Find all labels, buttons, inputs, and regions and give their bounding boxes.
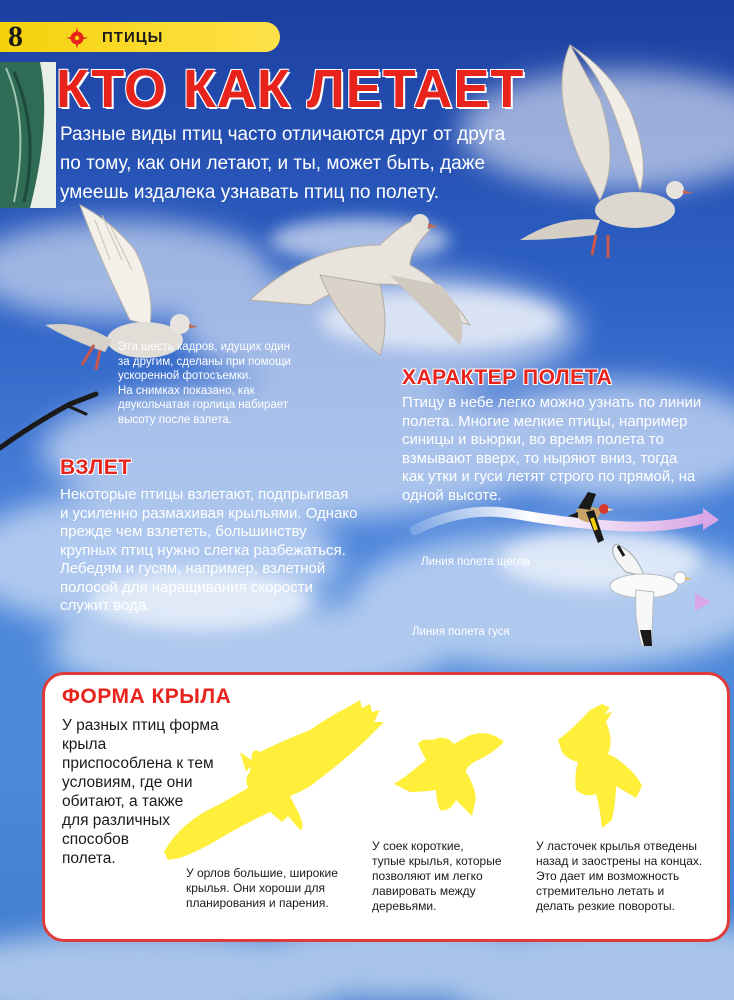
flight-style-text — [402, 394, 727, 505]
text-line: способов — [62, 831, 130, 848]
text-line: полета. Многие мелкие птицы, например — [402, 412, 688, 430]
wing-shape-heading: ФОРМА КРЫЛА — [62, 685, 232, 708]
swallow-silhouette — [556, 700, 646, 830]
page-title: КТО КАК ЛЕТАЕТ — [56, 59, 525, 119]
flight-style-heading: ХАРАКТЕР ПОЛЕТА — [402, 366, 613, 389]
text-line: У соек короткие, — [372, 839, 464, 853]
text-line: прежде чем взлететь, большинству — [60, 523, 307, 540]
text-line: тупые крылья, которые — [372, 854, 502, 868]
dove-rising-image — [510, 40, 700, 270]
text-line: Лебедям и гусям, например, взлетной — [60, 560, 326, 577]
text-line: условиям, где они — [62, 774, 193, 791]
goose-line-label: Линия полета гуся — [412, 626, 510, 638]
text-line: как утки и гуси летят строго по прямой, на — [402, 468, 696, 485]
text-line: У орлов большие, широкие — [186, 866, 338, 880]
dove-flying-image — [240, 205, 480, 355]
text-line: Это дает им возможность — [536, 869, 680, 883]
text-line: Птицу в небе легко можно узнать по линии — [402, 394, 702, 411]
text-line: У разных птиц форма крыла — [62, 717, 219, 753]
text-line: и усиленно размахивая крыльями. Однако — [60, 504, 358, 522]
text-line: полосой для наращивания скорости — [60, 578, 313, 596]
caption-line: Эти шесть кадров, идущих один — [118, 341, 291, 353]
goose-image — [596, 542, 692, 652]
text-line: полета. — [62, 850, 116, 867]
takeoff-text — [60, 486, 380, 616]
compass-icon — [66, 27, 88, 49]
goldfinch-image — [566, 488, 614, 546]
caption-line: На снимках показано, как — [118, 384, 255, 397]
intro-line: Разные виды птиц часто отличаются друг от друга — [60, 124, 506, 145]
text-line: планирования и парения. — [186, 896, 329, 910]
text-line: крупных птиц нужно слегка разбежаться. — [60, 541, 346, 559]
jay-silhouette — [392, 720, 507, 820]
text-line: приспособлена к тем — [62, 755, 214, 772]
photo-caption — [118, 340, 328, 427]
caption-line: за другим, сделаны при помощи — [118, 355, 291, 368]
text-line: делать резкие повороты. — [536, 899, 675, 913]
caption-line: ускоренной фотосъемки. — [118, 370, 252, 382]
text-line: стремительно летать и — [536, 884, 665, 898]
text-line: У ласточек крылья отведены — [536, 839, 698, 853]
jay-caption — [372, 839, 502, 914]
text-line: синицы и вьюрки, во время полета то — [402, 431, 664, 448]
text-line: обитают, а также — [62, 793, 184, 810]
section-label: ПТИЦЫ — [102, 29, 164, 46]
text-line: деревьями. — [372, 899, 437, 913]
intro-line: умеешь издалека узнавать птиц по полету. — [60, 182, 440, 203]
text-line: крылья. Они хороши для — [186, 881, 326, 895]
goldfinch-line-label: Линия полета щегла — [421, 556, 530, 568]
text-line: лавировать между — [372, 884, 476, 898]
eagle-silhouette — [160, 692, 390, 862]
text-line: позволяют им легко — [372, 869, 483, 883]
eagle-caption — [186, 866, 338, 911]
takeoff-heading: ВЗЛЕТ — [60, 456, 132, 479]
intro-paragraph — [60, 120, 580, 207]
text-line: Некоторые птицы взлетают, подпрыгивая — [60, 486, 349, 503]
text-line: назад и заострены на концах. — [536, 854, 703, 868]
caption-line: двукольчатая горлица набирает — [118, 399, 289, 411]
page-number: 8 — [8, 20, 23, 53]
caption-line: высоту после взлета. — [118, 413, 232, 426]
text-line: служит вода. — [60, 597, 151, 614]
text-line: для различных — [62, 812, 171, 829]
text-line: взмывают вверх, то ныряют вниз, тогда — [402, 449, 678, 467]
feather-image — [0, 62, 56, 208]
text-line: одной высоте. — [402, 486, 502, 504]
intro-line: по тому, как они летают, и ты, может быть, даже — [60, 153, 486, 174]
swallow-caption — [536, 839, 702, 914]
